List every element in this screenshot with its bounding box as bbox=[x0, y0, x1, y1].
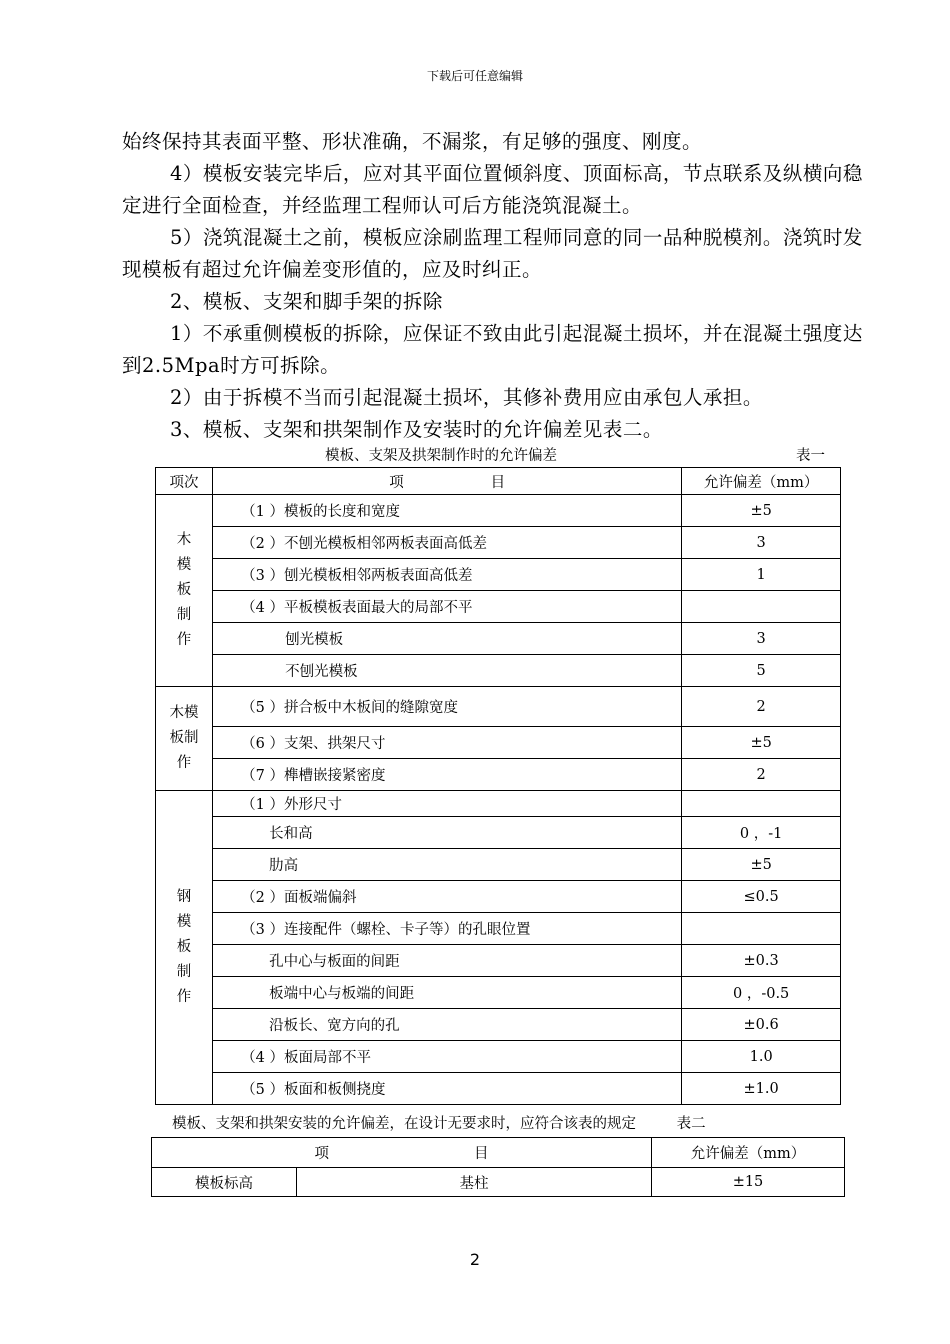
header-cell: 项次 bbox=[156, 468, 213, 495]
item-cell: 长和高 bbox=[213, 817, 682, 849]
category-cell bbox=[156, 495, 213, 687]
value-cell: 2 bbox=[682, 687, 841, 727]
item-cell: 沿板长、宽方向的孔 bbox=[213, 1009, 682, 1041]
tolerance-table-1 bbox=[155, 467, 841, 1105]
category-label: 木模 板制 作 bbox=[169, 705, 199, 771]
page-number: 2 bbox=[469, 1250, 481, 1269]
item-cell: （1 ）模板的长度和宽度 bbox=[213, 495, 682, 527]
table-row bbox=[152, 1168, 845, 1197]
paragraph-4: 1）不承重侧模板的拆除，应保证不致由此引起混凝土损坏，并在混凝土强度达到2.5Mpa时方可拆除。 bbox=[122, 322, 863, 377]
table-row bbox=[156, 977, 841, 1009]
paragraph-3: 5）浇筑混凝土之前，模板应涂刷监理工程师同意的同一品种脱模剂。浇筑时发现模板有超过允许偏差变形值的，应及时纠正。 bbox=[122, 226, 863, 281]
item-cell: （7 ）榫槽嵌接紧密度 bbox=[213, 759, 682, 791]
value-cell: 5 bbox=[682, 655, 841, 687]
table-row bbox=[156, 945, 841, 977]
item-cell: （4 ）平板模板表面最大的局部不平 bbox=[213, 591, 682, 623]
category-label: 钢 模 板 制 作 bbox=[176, 889, 192, 1005]
table-row bbox=[156, 849, 841, 881]
table-row bbox=[156, 559, 841, 591]
paragraph-5: 2）由于拆模不当而引起混凝土损坏，其修补费用应由承包人承担。 bbox=[170, 386, 763, 409]
category-cell bbox=[156, 791, 213, 1105]
table-row bbox=[156, 527, 841, 559]
paragraph-2: 4）模板安装完毕后，应对其平面位置倾斜度、顶面标高，节点联系及纵横向稳定进行全面检查，并经监理工程师认可后方能浇筑混凝土。 bbox=[122, 162, 863, 217]
item-cell: 刨光模板 bbox=[213, 623, 682, 655]
table-row bbox=[156, 727, 841, 759]
value-cell: ±15 bbox=[652, 1168, 845, 1197]
item-cell: 孔中心与板面的间距 bbox=[213, 945, 682, 977]
value-cell bbox=[682, 791, 841, 817]
category-cell: 模板标高 bbox=[152, 1168, 297, 1197]
header-cell: 允许偏差（mm） bbox=[652, 1138, 845, 1168]
table1-caption-row bbox=[155, 445, 840, 467]
table1-caption: 模板、支架及拱架制作时的允许偏差 bbox=[325, 448, 557, 464]
table-row bbox=[156, 817, 841, 849]
value-cell bbox=[682, 913, 841, 945]
section-heading-3: 3、模板、支架和拱架制作及安装时的允许偏差见表二。 bbox=[170, 418, 663, 441]
value-cell: 0 ，-0.5 bbox=[682, 977, 841, 1009]
table1-label: 表一 bbox=[796, 448, 825, 464]
table-header-row bbox=[152, 1138, 845, 1168]
value-cell: 1.0 bbox=[682, 1041, 841, 1073]
item-cell: 不刨光模板 bbox=[213, 655, 682, 687]
table-row bbox=[156, 687, 841, 727]
value-cell: ±0.6 bbox=[682, 1009, 841, 1041]
category-cell bbox=[156, 687, 213, 791]
table2-caption-row bbox=[172, 1113, 706, 1135]
item-cell: （4 ）板面局部不平 bbox=[213, 1041, 682, 1073]
value-cell: 3 bbox=[682, 527, 841, 559]
value-cell: 3 bbox=[682, 623, 841, 655]
tolerance-table-2 bbox=[151, 1137, 845, 1197]
table-row bbox=[156, 591, 841, 623]
table2-label: 表二 bbox=[676, 1116, 706, 1132]
item-cell: 肋高 bbox=[213, 849, 682, 881]
value-cell: ±1.0 bbox=[682, 1073, 841, 1105]
value-cell: 1 bbox=[682, 559, 841, 591]
value-cell bbox=[682, 591, 841, 623]
item-cell: （3 ）连接配件（螺栓、卡子等）的孔眼位置 bbox=[213, 913, 682, 945]
table-row bbox=[156, 881, 841, 913]
value-cell: ±5 bbox=[682, 727, 841, 759]
item-cell: （2 ）不刨光模板相邻两板表面高低差 bbox=[213, 527, 682, 559]
header-cell: 项 目 bbox=[152, 1138, 652, 1168]
value-cell: 2 bbox=[682, 759, 841, 791]
item-cell: （1 ）外形尺寸 bbox=[213, 791, 682, 817]
table-row bbox=[156, 1073, 841, 1105]
item-cell: 板端中心与板端的间距 bbox=[213, 977, 682, 1009]
item-cell: 基柱 bbox=[297, 1168, 652, 1197]
value-cell: ±5 bbox=[682, 495, 841, 527]
table-row bbox=[156, 759, 841, 791]
value-cell: 0 ，-1 bbox=[682, 817, 841, 849]
item-cell: （2 ）面板端偏斜 bbox=[213, 881, 682, 913]
table-row bbox=[156, 791, 841, 817]
table-row bbox=[156, 1009, 841, 1041]
value-cell: ≤0.5 bbox=[682, 881, 841, 913]
section-heading-2: 2、模板、支架和脚手架的拆除 bbox=[170, 290, 443, 313]
value-cell: ±0.3 bbox=[682, 945, 841, 977]
header-cell: 允许偏差（mm） bbox=[682, 468, 841, 495]
header-cell: 项 目 bbox=[213, 468, 682, 495]
item-cell: （3 ）刨光模板相邻两板表面高低差 bbox=[213, 559, 682, 591]
value-cell: ±5 bbox=[682, 849, 841, 881]
paragraph-1: 始终保持其表面平整、形状准确，不漏浆，有足够的强度、刚度。 bbox=[122, 130, 703, 153]
page-header: 下载后可任意编辑 bbox=[426, 69, 523, 83]
table-row bbox=[156, 623, 841, 655]
category-label: 木 模 板 制 作 bbox=[176, 532, 192, 648]
table2-caption: 模板、支架和拱架安装的允许偏差，在设计无要求时，应符合该表的规定 bbox=[172, 1116, 636, 1132]
table-row bbox=[156, 655, 841, 687]
table-row bbox=[156, 495, 841, 527]
item-cell: （6 ）支架、拱架尺寸 bbox=[213, 727, 682, 759]
item-cell: （5 ）板面和板侧挠度 bbox=[213, 1073, 682, 1105]
table-row bbox=[156, 1041, 841, 1073]
table-row bbox=[156, 913, 841, 945]
item-cell: （5 ）拼合板中木板间的缝隙宽度 bbox=[213, 687, 682, 727]
table-header-row bbox=[156, 468, 841, 495]
